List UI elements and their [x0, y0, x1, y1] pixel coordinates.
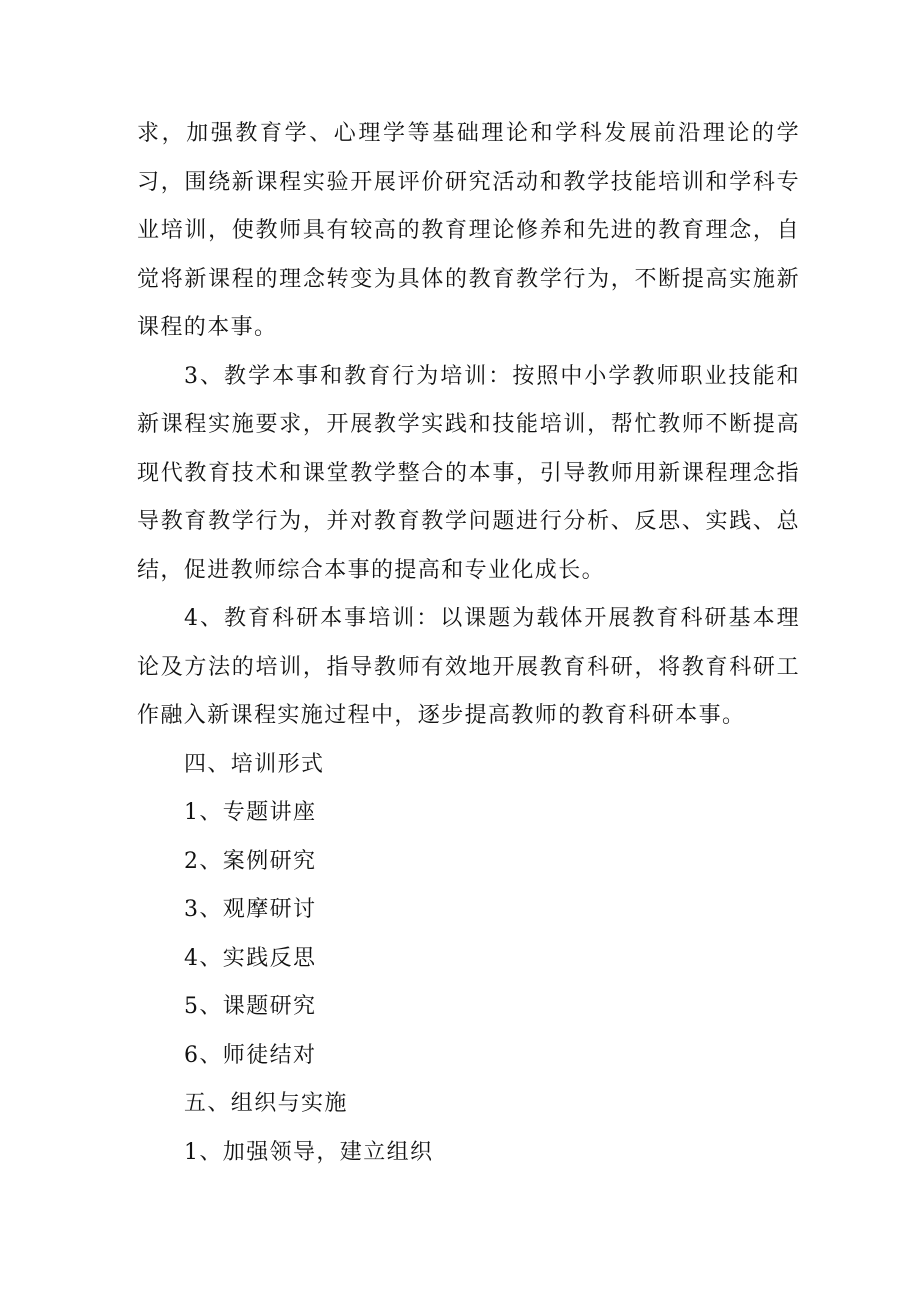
body-paragraph: 求，加强教育学、心理学等基础理论和学科发展前沿理论的学习，围绕新课程实验开展评价研究活动和教学技能培训和学科专业培训，使教师具有较高的教育理论修养和先进的教育理念，自觉将新课程的理念转变为具体的教育教学行为，不断提高实施新课程的本事。 — [137, 121, 800, 340]
body-paragraph: 4、教育科研本事培训：以课题为载体开展教育科研基本理论及方法的培训，指导教师有效地开展教育科研，将教育科研工作融入新课程实施过程中，逐步提高教师的教育科研本事。 — [137, 606, 800, 728]
list-item: 3、观摩研讨 — [184, 897, 317, 922]
list-item: 2、案例研究 — [184, 848, 317, 874]
list-item: 5、课题研究 — [184, 994, 317, 1019]
list-item: 4、实践反思 — [184, 945, 317, 971]
body-paragraph: 3、教学本事和教育行为培训：按照中小学教师职业技能和新课程实施要求，开展教学实践和技能培训，帮忙教师不断提高现代教育技术和课堂教学整合的本事，引导教师用新课程理念指导教育教学行为，并对教育教学问题进行分析、反思、实践、总结，促进教师综合本事的提高和专业化成长。 — [137, 363, 800, 583]
section-heading: 五、组织与实施 — [184, 1091, 348, 1116]
list-item: 6、师徒结对 — [184, 1042, 317, 1068]
list-item: 1、专题讲座 — [184, 800, 317, 825]
list-item: 1、加强领导，建立组织 — [184, 1139, 434, 1165]
section-heading: 四、培训形式 — [184, 751, 325, 777]
